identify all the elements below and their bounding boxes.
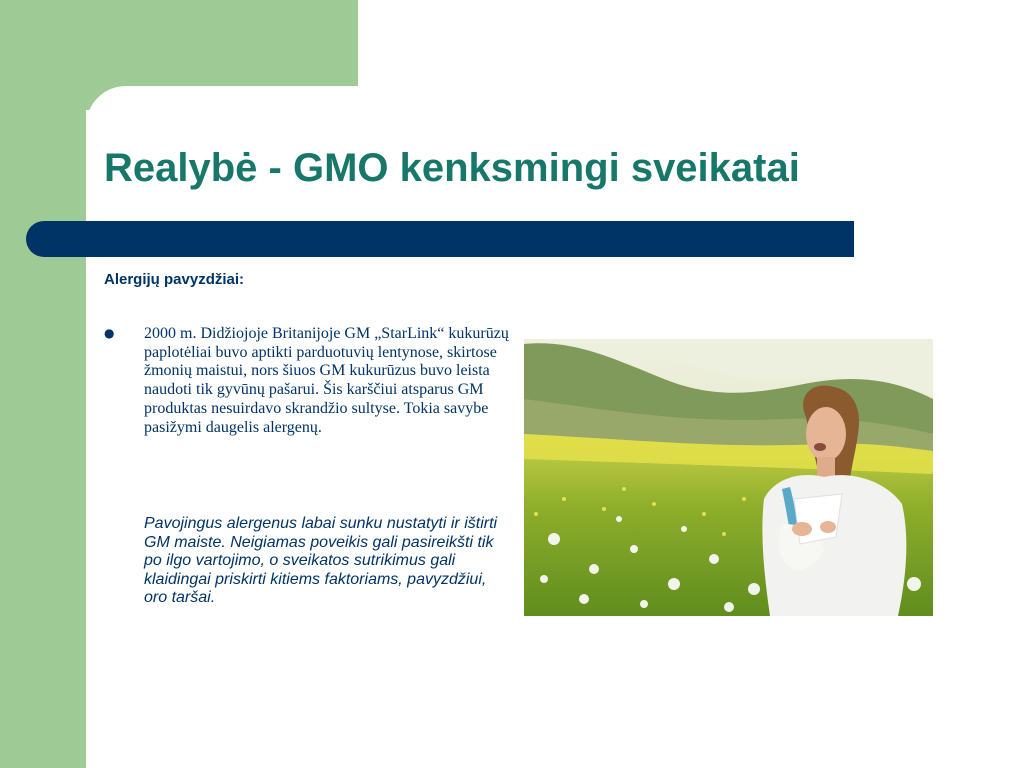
title-divider-bar — [26, 221, 854, 257]
allergy-photo — [524, 339, 933, 616]
bullet-icon: ● — [104, 326, 115, 340]
green-accent-left — [0, 0, 86, 768]
slide-title: Realybė - GMO kenksmingi sveikatai — [104, 146, 800, 190]
subheading: Alergijų pavyzdžiai: — [104, 271, 245, 288]
italic-note: Pavojingus alergenus labai sunku nustatyti ir ištirti GM maiste. Neigiamas poveikis gali pasireikšti tik po ilgo vartojimo, o sveikatos sutrikimus gali klaidingai priskirti kitiems faktoriams, pavyzdžiui, oro taršai. — [144, 515, 498, 606]
bullet-text: 2000 m. Didžiojoje Britanijoje GM „StarLink“ kukurūzų paplotėliai buvo aptikti parduotuvių lentynose, skirtose žmonių maistui, nors šiuos GM kukurūzus buvo leista naudoti tik gyvūnų pašarui. Šis karščiui atsparus GM produktas nesuirdavo skrandžio sultyse. Tokia savybe pasižymi daugelis alergenų. — [144, 325, 509, 436]
